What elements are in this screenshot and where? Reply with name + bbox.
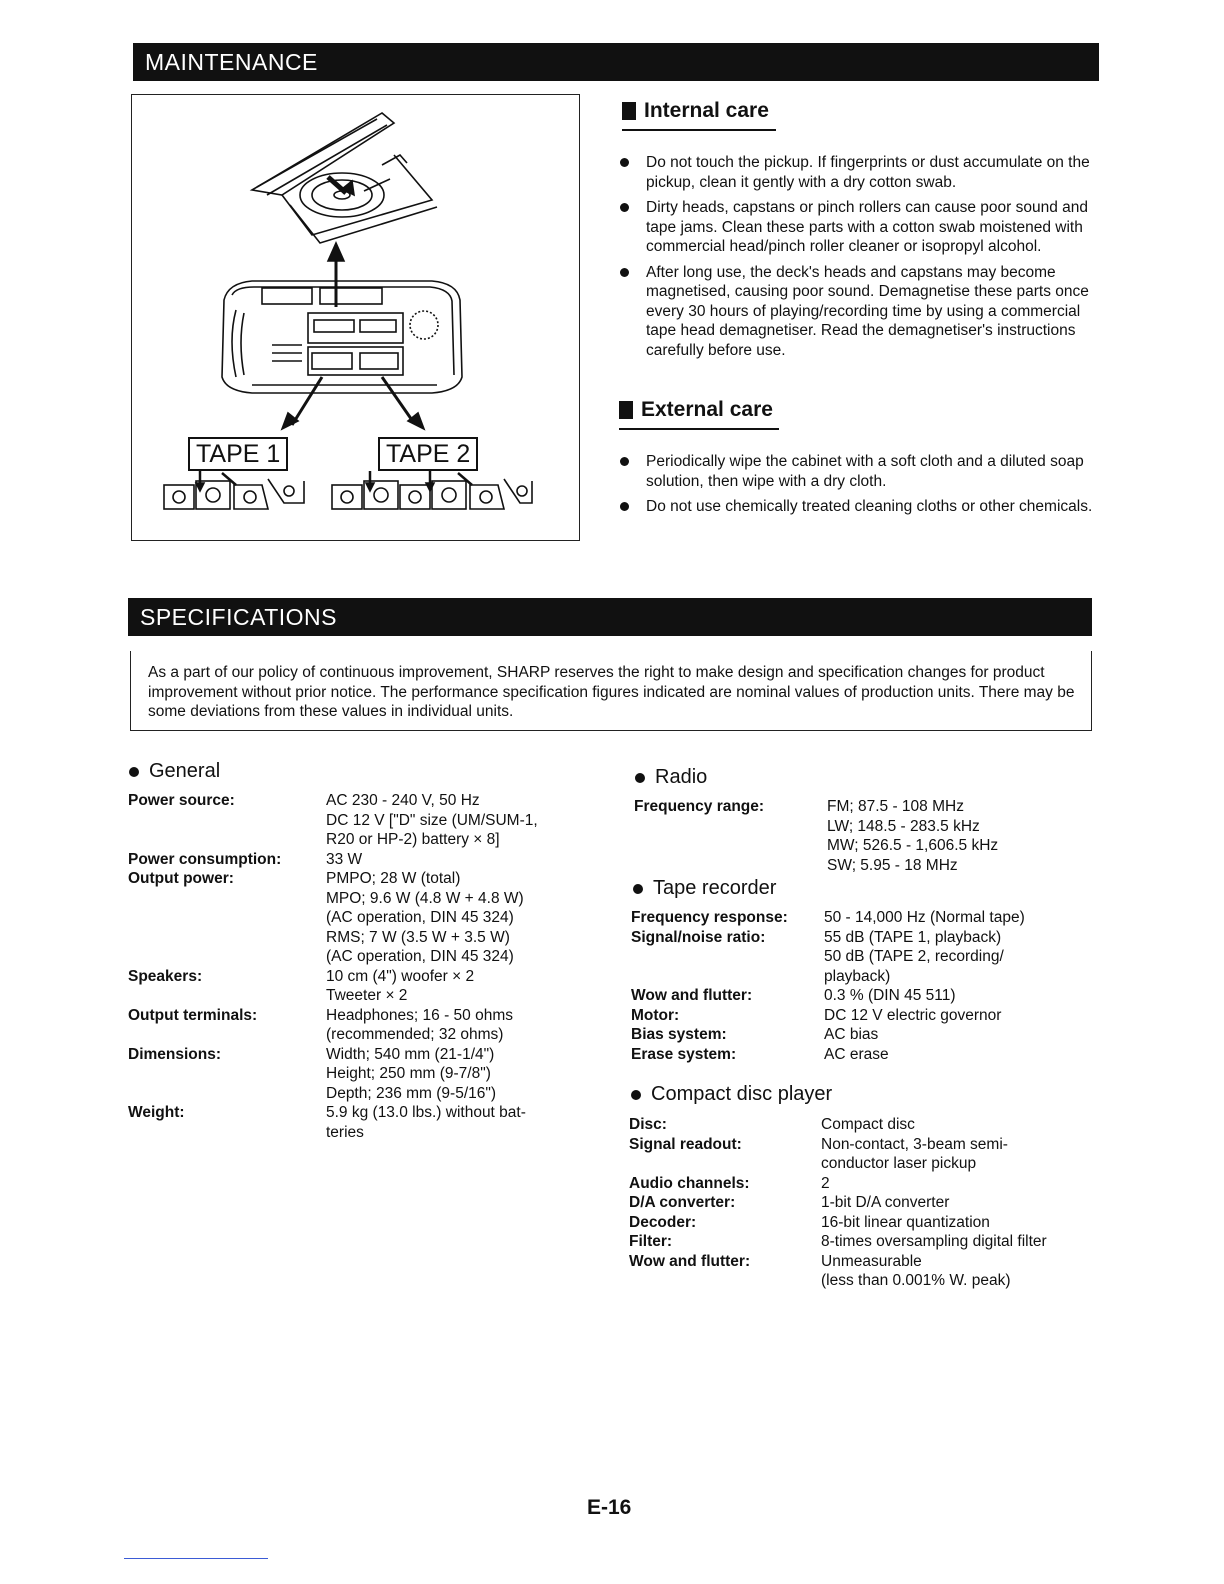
spec-row [631, 908, 1025, 928]
spec-value [326, 1103, 538, 1142]
spec-value-line: (AC operation, DIN 45 324) [326, 948, 514, 965]
spec-value [326, 1045, 538, 1104]
specifications-title: SPECIFICATIONS [140, 603, 337, 630]
spec-value-line: AC erase [824, 1045, 889, 1063]
external-care-title: External care [641, 398, 773, 421]
compact-disc-heading [631, 1083, 832, 1106]
spec-value-line: (AC operation, DIN 45 324) [326, 909, 514, 926]
spec-row [629, 1213, 1047, 1233]
list-item: Do not touch the pickup. If fingerprints or dust accumulate on the pickup, clean it gently with a dry cotton swab. [620, 153, 1098, 192]
spec-value [824, 928, 1025, 987]
bullet-icon [631, 1090, 641, 1100]
boombox-cleaning-drawing-icon [132, 95, 581, 542]
spec-value-line: SW; 5.95 - 18 MHz [827, 856, 958, 874]
tape-recorder-heading [633, 877, 776, 900]
spec-value-line: 5.9 kg (13.0 lbs.) without bat- [326, 1104, 526, 1121]
maintenance-section-header [133, 43, 1099, 81]
spec-value-line: 55 dB (TAPE 1, playback) [824, 928, 1002, 946]
maintenance-illustration [131, 94, 580, 541]
spec-value-line: FM; 87.5 - 108 MHz [827, 798, 964, 815]
spec-value-line: (recommended; 32 ohms) [326, 1026, 504, 1043]
specifications-section-header [128, 598, 1092, 636]
spec-value-line: Tweeter × 2 [326, 987, 408, 1004]
spec-label: Power consumption: [128, 850, 282, 868]
compact-disc-spec-table [629, 1115, 1047, 1291]
internal-care-title: Internal care [644, 99, 769, 122]
spec-value-line: 33 W [326, 850, 363, 868]
spec-value-line: 50 - 14,000 Hz (Normal tape) [824, 909, 1025, 926]
spec-value-line: Depth; 236 mm (9-5/16") [326, 1084, 497, 1102]
spec-row [128, 1006, 538, 1045]
spec-row [629, 1115, 1047, 1135]
spec-value [824, 1025, 1025, 1045]
spec-value-line: DC 12 V ["D" size (UM/SUM-1, [326, 811, 538, 829]
spec-row [128, 1103, 538, 1142]
spec-value [821, 1174, 1047, 1194]
spec-value-line: conductor laser pickup [821, 1155, 977, 1172]
spec-label: Signal/noise ratio: [631, 928, 766, 946]
general-title: General [149, 760, 221, 782]
general-heading [129, 760, 220, 783]
spec-value-line: Width; 540 mm (21-1/4") [326, 1045, 495, 1063]
spec-label: Filter: [629, 1233, 673, 1250]
list-item: Dirty heads, capstans or pinch rollers can cause poor sound and tape jams. Clean these parts with a cotton swab moistened with commercial head/pinch roller cleaner or isopropyl alcohol. [620, 198, 1098, 257]
spec-value [821, 1115, 1047, 1135]
spec-value [821, 1135, 1047, 1174]
bullet-icon [129, 767, 139, 777]
maintenance-title: MAINTENANCE [145, 48, 318, 75]
spec-value [824, 1045, 1025, 1065]
spec-row [631, 1025, 1025, 1045]
spec-label: Weight: [128, 1104, 185, 1121]
spec-label: Power source: [128, 792, 235, 809]
spec-value [326, 791, 538, 850]
spec-value-line: teries [326, 1123, 364, 1141]
radio-heading [635, 766, 707, 789]
spec-value [824, 986, 1025, 1006]
internal-care-underline [622, 129, 776, 131]
spec-value-line: Unmeasurable [821, 1252, 922, 1270]
radio-spec-table [634, 797, 998, 875]
spec-label: Bias system: [631, 1026, 727, 1043]
spec-row [634, 797, 998, 875]
spec-value-line: AC 230 - 240 V, 50 Hz [326, 792, 480, 809]
spec-value [326, 869, 538, 967]
spec-label: Signal readout: [629, 1135, 742, 1153]
spec-value-line: 2 [821, 1174, 830, 1192]
spec-value [326, 850, 538, 870]
spec-value [824, 1006, 1025, 1026]
spec-value-line: R20 or HP-2) battery × 8] [326, 831, 500, 848]
spec-label: Output power: [128, 870, 234, 887]
spec-label: Wow and flutter: [629, 1252, 751, 1270]
spec-value-line: (less than 0.001% W. peak) [821, 1272, 1011, 1289]
spec-value-line: Compact disc [821, 1116, 915, 1133]
square-bullet-icon [619, 401, 633, 419]
footer-line [124, 1558, 268, 1559]
spec-row [128, 869, 538, 967]
general-spec-table [128, 791, 538, 1142]
spec-label: Output terminals: [128, 1006, 258, 1024]
spec-value [326, 1006, 538, 1045]
spec-value-line: LW; 148.5 - 283.5 kHz [827, 817, 980, 835]
spec-label: Speakers: [128, 967, 203, 985]
spec-row [128, 967, 538, 1006]
list-item: After long use, the deck's heads and capstans may become magnetised, causing poor sound. Demagnetise these parts once every 30 hours of playing/recording time by using a commercial tape head demagnetiser. Read the demagnetiser's instructions carefully before use. [620, 263, 1098, 361]
spec-value [824, 908, 1025, 928]
spec-value-line: Non-contact, 3-beam semi- [821, 1135, 1008, 1153]
spec-value-line: 0.3 % (DIN 45 511) [824, 987, 956, 1004]
spec-row [128, 791, 538, 850]
spec-row [629, 1135, 1047, 1174]
spec-value [827, 797, 998, 875]
spec-value-line: 8-times oversampling digital filter [821, 1233, 1047, 1250]
specifications-notice: As a part of our policy of continuous improvement, SHARP reserves the right to make design and specification changes for product improvement without prior notice. The performance specification figures indicated are nominal values of production units. There may be some deviations from these values in individual units. [130, 651, 1092, 731]
spec-label: Decoder: [629, 1213, 697, 1231]
spec-label: Frequency response: [631, 909, 788, 926]
list-item: Periodically wipe the cabinet with a soft cloth and a diluted soap solution, then wipe with a dry cloth. [620, 452, 1098, 491]
spec-value [821, 1252, 1047, 1291]
external-care-heading [619, 398, 773, 422]
spec-value [821, 1232, 1047, 1252]
spec-value-line: 10 cm (4") woofer × 2 [326, 967, 475, 985]
tape-recorder-title: Tape recorder [653, 877, 777, 899]
page-number: E-16 [587, 1496, 632, 1519]
spec-label: Wow and flutter: [631, 987, 753, 1004]
spec-value-line: 1-bit D/A converter [821, 1194, 950, 1211]
spec-row [629, 1252, 1047, 1291]
tape2-label: TAPE 2 [378, 437, 478, 471]
square-bullet-icon [622, 102, 636, 120]
spec-label: Dimensions: [128, 1045, 222, 1063]
spec-value-line: AC bias [824, 1026, 879, 1043]
spec-value-line: 50 dB (TAPE 2, recording/ [824, 948, 1004, 965]
spec-value [821, 1213, 1047, 1233]
internal-care-list [620, 153, 1098, 366]
spec-row [629, 1174, 1047, 1194]
spec-value-line: PMPO; 28 W (total) [326, 870, 461, 887]
spec-label: Motor: [631, 1006, 680, 1024]
spec-label: Erase system: [631, 1045, 737, 1063]
spec-row [629, 1232, 1047, 1252]
spec-value-line: 16-bit linear quantization [821, 1213, 990, 1231]
spec-value-line: Height; 250 mm (9-7/8") [326, 1065, 491, 1082]
bullet-icon [635, 773, 645, 783]
compact-disc-title: Compact disc player [651, 1083, 833, 1105]
tape-recorder-spec-table [631, 908, 1025, 1064]
spec-value-line: Headphones; 16 - 50 ohms [326, 1006, 513, 1024]
spec-row [631, 928, 1025, 987]
spec-value-line: MW; 526.5 - 1,606.5 kHz [827, 837, 999, 854]
bullet-icon [633, 884, 643, 894]
tape1-label: TAPE 1 [188, 437, 288, 471]
spec-value [821, 1193, 1047, 1213]
radio-title: Radio [655, 766, 708, 788]
spec-value-line: MPO; 9.6 W (4.8 W + 4.8 W) [326, 889, 524, 907]
spec-value [326, 967, 538, 1006]
spec-row [631, 986, 1025, 1006]
spec-value-line: RMS; 7 W (3.5 W + 3.5 W) [326, 928, 510, 946]
internal-care-heading [622, 99, 769, 123]
spec-label: Audio channels: [629, 1174, 750, 1192]
spec-label: D/A converter: [629, 1194, 736, 1211]
spec-label: Disc: [629, 1116, 667, 1133]
spec-label: Frequency range: [634, 798, 765, 815]
list-item: Do not use chemically treated cleaning cloths or other chemicals. [620, 497, 1098, 517]
spec-row [631, 1045, 1025, 1065]
spec-row [128, 1045, 538, 1104]
spec-row [629, 1193, 1047, 1213]
external-care-list [620, 452, 1098, 523]
external-care-underline [619, 428, 779, 430]
spec-value-line: playback) [824, 967, 891, 985]
spec-row [128, 850, 538, 870]
spec-value-line: DC 12 V electric governor [824, 1006, 1002, 1024]
spec-row [631, 1006, 1025, 1026]
